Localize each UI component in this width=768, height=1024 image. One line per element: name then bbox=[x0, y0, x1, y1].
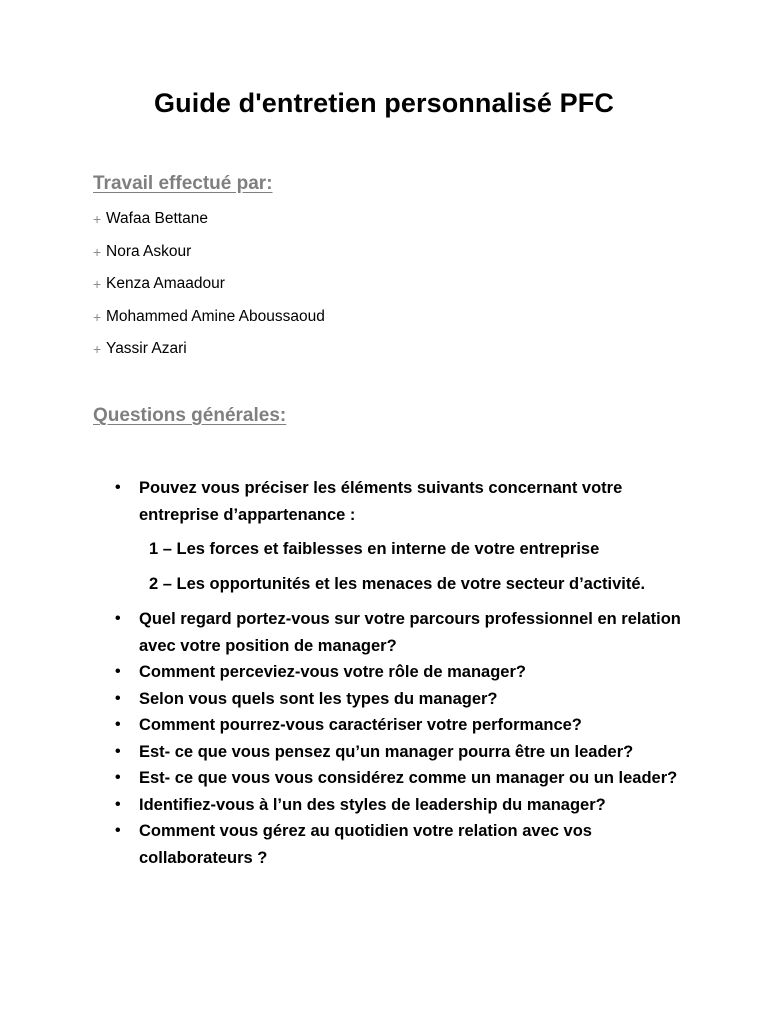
questions-heading: Questions générales: bbox=[93, 405, 287, 426]
question-item bbox=[93, 686, 693, 713]
question-item bbox=[93, 659, 693, 686]
question-item bbox=[93, 818, 693, 871]
question-item bbox=[93, 475, 693, 528]
question-item bbox=[93, 765, 693, 792]
author-name: Wafaa Bettane bbox=[106, 210, 208, 227]
bullet-icon: • bbox=[115, 663, 121, 680]
question-item bbox=[93, 792, 693, 819]
question-item bbox=[93, 739, 693, 766]
author-name: Mohammed Amine Aboussaoud bbox=[106, 307, 325, 325]
sub-point: 2 – Les opportunités et les menaces de votre secteur d’activité. bbox=[149, 574, 646, 593]
question-item bbox=[93, 712, 693, 739]
plus-icon: + bbox=[93, 341, 102, 357]
author-item bbox=[93, 339, 325, 372]
plus-icon: + bbox=[93, 308, 102, 325]
plus-icon: + bbox=[93, 276, 102, 292]
bullet-icon: • bbox=[115, 479, 121, 496]
authors-heading: Travail effectué par: bbox=[93, 173, 273, 194]
plus-icon: + bbox=[93, 243, 102, 260]
question-text: Pouvez vous préciser les éléments suivants concernant votre entreprise d’appartenance : bbox=[139, 479, 623, 524]
authors-list bbox=[93, 209, 325, 372]
question-text: Identifiez-vous à l’un des styles de leadership du manager? bbox=[139, 795, 606, 814]
question-text: Est- ce que vous vous considérez comme un manager ou un leader? bbox=[139, 769, 678, 787]
plus-icon: + bbox=[93, 211, 102, 227]
bullet-icon: • bbox=[115, 742, 121, 760]
author-item bbox=[93, 209, 325, 242]
author-item bbox=[93, 242, 325, 275]
bullet-icon: • bbox=[115, 716, 121, 733]
question-text: Est- ce que vous pensez qu’un manager pourra être un leader? bbox=[139, 742, 634, 761]
document-title: Guide d'entretien personnalisé PFC bbox=[154, 88, 614, 118]
question-text: Comment vous gérez au quotidien votre relation avec vos collaborateurs ? bbox=[139, 822, 592, 867]
author-name: Nora Askour bbox=[106, 242, 192, 260]
question-text: Selon vous quels sont les types du manager? bbox=[139, 689, 498, 708]
bullet-icon: • bbox=[115, 822, 121, 839]
author-item bbox=[93, 274, 325, 307]
author-name: Yassir Azari bbox=[106, 340, 187, 357]
bullet-icon: • bbox=[115, 689, 121, 707]
sub-point: 1 – Les forces et faiblesses en interne de votre entreprise bbox=[149, 540, 600, 558]
author-name: Kenza Amaadour bbox=[106, 275, 225, 292]
bullet-icon: • bbox=[115, 610, 121, 627]
bullet-icon: • bbox=[115, 769, 121, 786]
question-text: Comment pourrez-vous caractériser votre performance? bbox=[139, 716, 582, 734]
question-text: Quel regard portez-vous sur votre parcours professionnel en relation avec votre position de manager? bbox=[139, 610, 681, 655]
bullet-icon: • bbox=[115, 795, 121, 813]
question-text: Comment perceviez-vous votre rôle de manager? bbox=[139, 663, 526, 681]
question-item bbox=[93, 606, 693, 659]
author-item bbox=[93, 307, 325, 340]
questions-list bbox=[93, 475, 693, 871]
